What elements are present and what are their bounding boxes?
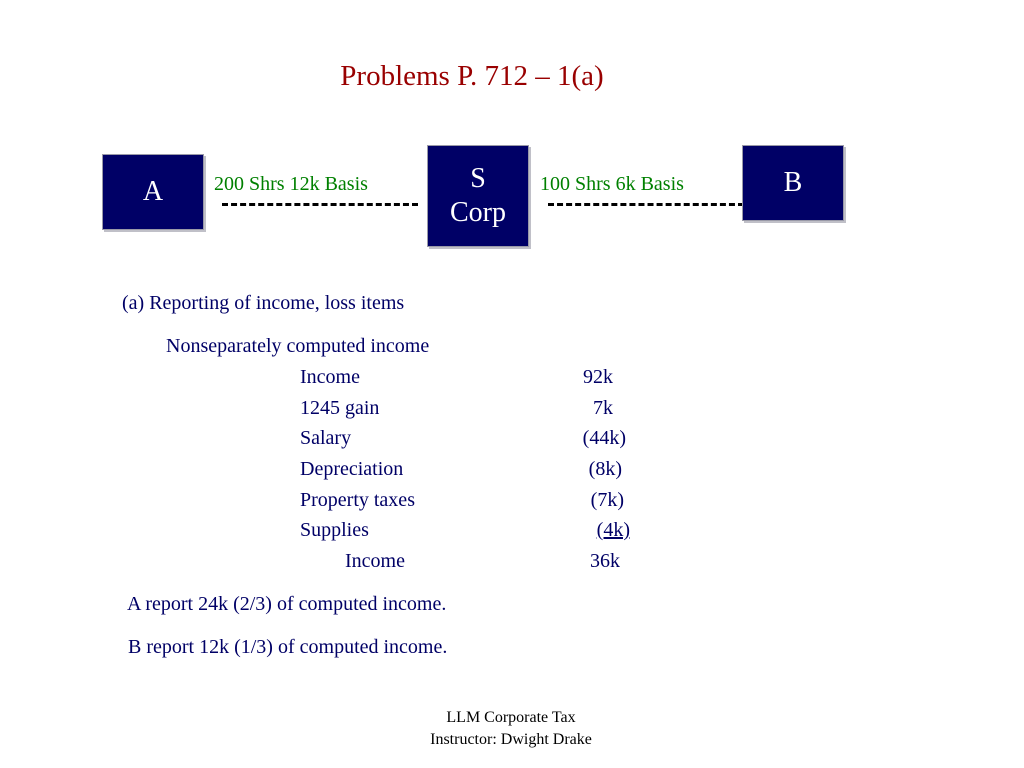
footer-instructor: Instructor: Dwight Drake: [430, 731, 592, 748]
total-label: Income: [345, 550, 405, 572]
s-corp-label-line2: Corp: [450, 197, 506, 228]
item-label-salary: Salary: [300, 427, 352, 449]
shareholder-a-label: A: [142, 176, 164, 207]
total-amount: 36k: [590, 550, 620, 572]
shareholder-b-box: [742, 145, 844, 221]
footer-course: LLM Corporate Tax: [446, 709, 576, 726]
shareholder-a-box: [102, 154, 204, 230]
shareholder-b-label: B: [783, 167, 803, 198]
s-corp-box: [427, 145, 529, 247]
link-b-dashed-line: [548, 203, 744, 206]
item-label-property-taxes: Property taxes: [300, 489, 415, 511]
s-corp-label-line1: S: [470, 163, 486, 194]
item-amount-income: 92k: [583, 366, 613, 388]
item-label-supplies: Supplies: [300, 519, 369, 541]
item-amount-supplies: (4k): [596, 519, 630, 541]
footer: [380, 707, 642, 751]
item-amount-salary: (44k): [582, 427, 626, 449]
item-label-1245-gain: 1245 gain: [300, 397, 380, 419]
item-amount-depreciation: (8k): [588, 458, 622, 480]
item-label-income: Income: [300, 366, 360, 388]
item-label-depreciation: Depreciation: [300, 458, 404, 480]
statement-a: A report 24k (2/3) of computed income.: [127, 593, 447, 615]
section-subheading: Nonseparately computed income: [166, 335, 430, 357]
slide-title: Problems P. 712 – 1(a): [340, 60, 604, 92]
link-a-dashed-line: [222, 203, 418, 206]
section-heading: (a) Reporting of income, loss items: [122, 292, 405, 314]
statement-b: B report 12k (1/3) of computed income.: [128, 636, 448, 658]
item-amount-1245-gain: 7k: [593, 397, 613, 419]
item-amount-property-taxes: (7k): [590, 489, 624, 511]
link-b-label: 100 Shrs 6k Basis: [540, 173, 684, 195]
link-a-label: 200 Shrs 12k Basis: [214, 173, 368, 195]
